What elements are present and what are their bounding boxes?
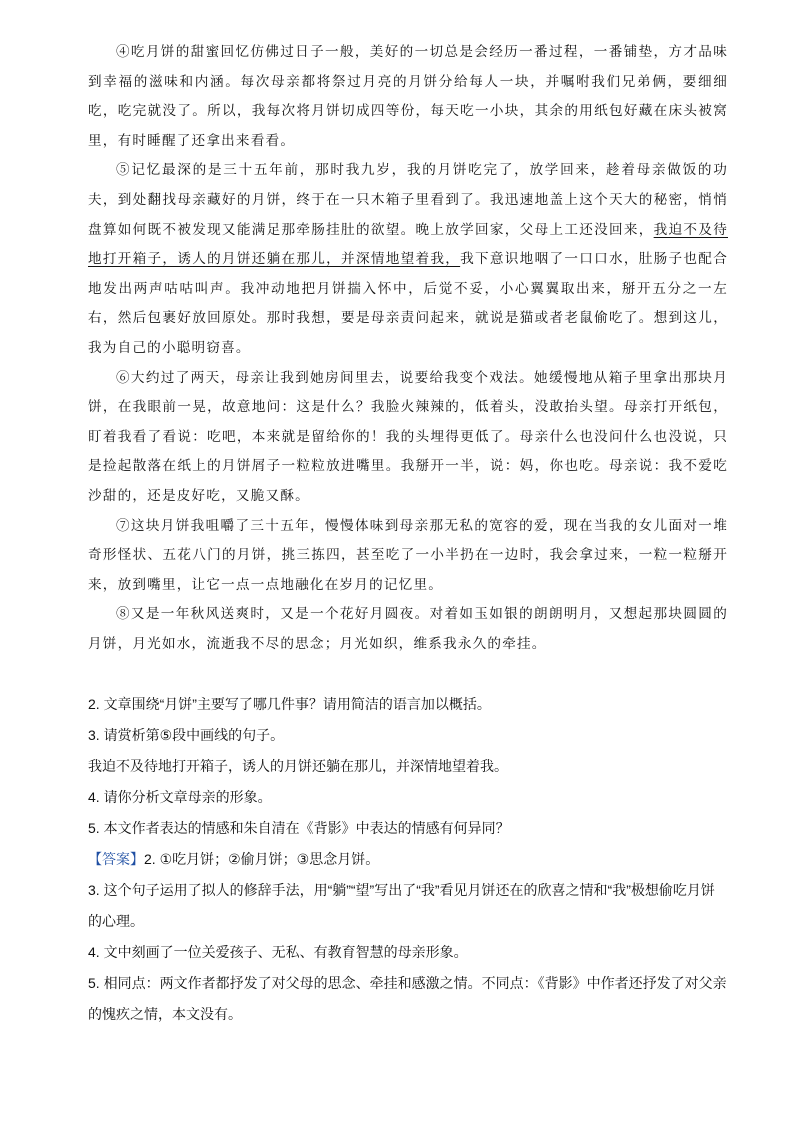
question-3-quote: 我迫不及待地打开箱子，诱人的月饼还躺在那儿，并深情地望着我。 <box>88 758 508 774</box>
answer-label: 【答案】 <box>88 851 144 867</box>
answer-2 <box>88 844 728 875</box>
paragraph-5-rest: 我下意识地咽了一口口水，肚肠子也配合地发出两声咕咕叫声。我冲动地把月饼揣入怀中，后觉不妥，小心翼翼取出来，掰开五分之一左右，然后包裹好放回原处。那时我想，要是母亲责问起来，就说是猫或者老鼠偷吃了。想到这儿，我为自己的小聪明窃喜。 <box>88 251 728 356</box>
question-2: 2. 文章围绕“月饼”主要写了哪几件事？请用简洁的语言加以概括。 <box>88 696 491 712</box>
answer-3: 3. 这个句子运用了拟人的修辞手法，用“躺”“望”写出了“我”看见月饼还在的欣喜之情和“我”极想偷吃月饼的心理。 <box>88 882 715 929</box>
questions-and-answers <box>88 689 728 1030</box>
paragraph-8: ⑧又是一年秋风送爽时，又是一个花好月圆夜。对着如玉如银的朗朗明月，又想起那块圆圆的月饼，月光如水，流逝我不尽的思念；月光如织，维系我永久的牵挂。 <box>88 606 728 652</box>
paragraph-5-lead: ⑤记忆最深的是三十五年前，那时我九岁，我的月饼吃完了，放学回来，趁着母亲做饭的功夫，到处翻找母亲藏好的月饼，终于在一只木箱子里看到了。我迅速地盖上这个天大的秘密，悄悄盘算如何既不被发现又能满足那牵肠挂肚的欲望。晚上放学回家，父母上工还没回来， <box>88 162 728 238</box>
answer-4: 4. 文中刻画了一位关爱孩子、无私、有教育智慧的母亲形象。 <box>88 944 468 960</box>
answer-2-text: 2. ①吃月饼；②偷月饼；③思念月饼。 <box>144 851 380 867</box>
question-5: 5. 本文作者表达的情感和朱自清在《背影》中表达的情感有何异同？ <box>88 820 510 836</box>
paragraph-6: ⑥大约过了两天，母亲让我到她房间里去，说要给我变个戏法。她缓慢地从箱子里拿出那块月饼，在我眼前一晃，故意地问：这是什么？我脸火辣辣的，低着头，没敢抬头望。母亲打开纸包，盯着我看了看说：吃吧，本来就是留给你的！我的头埋得更低了。母亲什么也没问什么也没说，只是捡起散落在纸上的月饼屑子一粒粒放进嘴里。我掰开一半，说：妈，你也吃。母亲说：我不爱吃沙甜的，还是皮好吃，又脆又酥。 <box>88 369 728 504</box>
paragraph-7: ⑦这块月饼我咀嚼了三十五年，慢慢体味到母亲那无私的宽容的爱，现在当我的女儿面对一堆奇形怪状、五花八门的月饼，挑三拣四，甚至吃了一小半扔在一边时，我会拿过来，一粒一粒掰开来，放到嘴里，让它一点一点地融化在岁月的记忆里。 <box>88 517 728 593</box>
paragraph-5 <box>88 156 728 363</box>
question-3: 3. 请赏析第⑤段中画线的句子。 <box>88 727 285 743</box>
reading-passage <box>88 38 728 659</box>
underlined-sentence: 我迫不及待地打开箱子，诱人的月饼还躺在那儿，并深情地望着我， <box>88 221 728 268</box>
question-4: 4. 请你分析文章母亲的形象。 <box>88 789 272 805</box>
paragraph-4: ④吃月饼的甜蜜回忆仿佛过日子一般，美好的一切总是会经历一番过程，一番铺垫，方才品味到幸福的滋味和内涵。每次母亲都将祭过月亮的月饼分给每人一块，并嘱咐我们兄弟俩，要细细吃，吃完就没了。所以，我每次将月饼切成四等份，每天吃一小块，其余的用纸包好藏在床头被窝里，有时睡醒了还拿出来看看。 <box>88 44 728 149</box>
answer-5: 5. 相同点：两文作者都抒发了对父母的思念、牵挂和感激之情。不同点：《背影》中作者还抒发了对父亲的愧疚之情，本文没有。 <box>88 975 727 1022</box>
